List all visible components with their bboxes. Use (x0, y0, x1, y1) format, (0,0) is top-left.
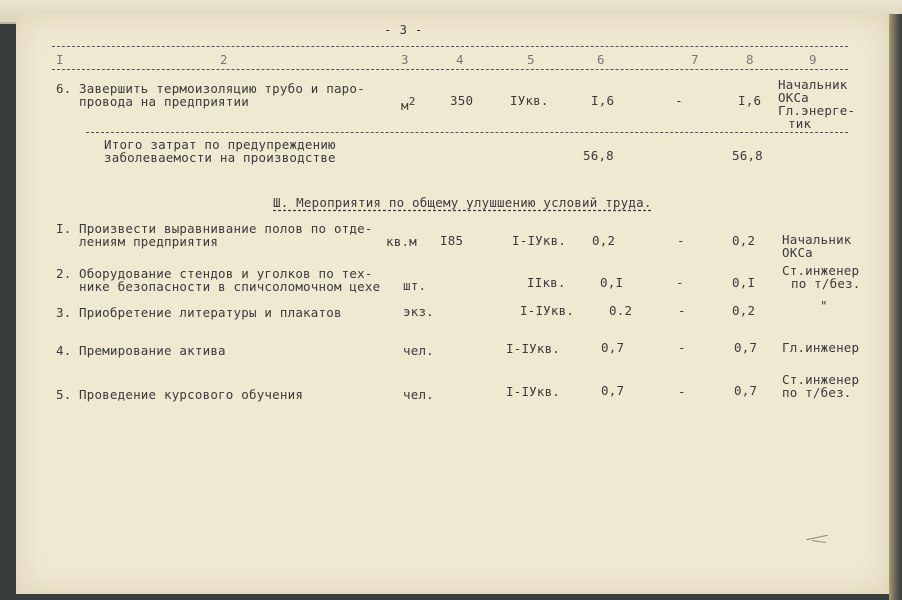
row-responsible-ditto: " (820, 298, 828, 313)
col-num-8: 8 (746, 52, 754, 67)
row-responsible-line1: Ст.инженер (782, 372, 860, 387)
row-description-line1: Премирование актива (79, 343, 226, 358)
header-top-rule (52, 46, 848, 47)
row-total: 0,2 (732, 233, 756, 248)
row-period: I-IУкв. (512, 233, 567, 248)
page-number: - 3 - (384, 22, 423, 37)
row-number: 2. (56, 266, 72, 281)
row-description-line1: Завершить термоизоляцию трубо и паро- (79, 81, 365, 96)
row-responsible-line2: ОКСа (778, 90, 809, 105)
col-num-5: 5 (527, 52, 535, 67)
binding-edge (889, 14, 902, 600)
col-num-9: 9 (809, 52, 817, 67)
row-period: IIкв. (527, 275, 566, 290)
row-period: I-IУкв. (506, 384, 561, 399)
row-cost: 0,7 (601, 383, 625, 398)
row-period: I-IУкв. (520, 303, 575, 318)
row-unit: шт. (403, 278, 427, 293)
row-number: 6. (56, 81, 72, 96)
row-responsible-line2: по т/без. (782, 385, 852, 400)
row-number: 4. (56, 343, 72, 358)
row-cost: 0,2 (592, 233, 616, 248)
row-cost: 0,I (600, 275, 624, 290)
subtotal-label-line1: Итого затрат по предупреждению (104, 137, 336, 152)
row-total: 0,2 (732, 303, 756, 318)
row-unit: экз. (403, 304, 434, 319)
col-num-7: 7 (691, 52, 699, 67)
row-description-line1: Приобретение литературы и плакатов (79, 305, 342, 320)
row-responsible-line4: тик (788, 116, 812, 131)
row-unit: кв.м (386, 234, 417, 249)
row-total: I,6 (738, 93, 762, 108)
row-number: 3. (56, 305, 72, 320)
row-total: 0,7 (734, 340, 758, 355)
col-num-4: 4 (456, 52, 464, 67)
row-responsible-line1: Гл.инженер (782, 340, 860, 355)
row-col7: - (676, 275, 684, 290)
row-description-line2: нике безопасности в спичсоломочном цехе (79, 279, 381, 294)
row-col7: - (678, 340, 686, 355)
row-cost: 0.2 (609, 303, 633, 318)
row-cost: 0,7 (601, 340, 625, 355)
row-unit: $м^2$ (401, 95, 416, 114)
document-page (16, 14, 889, 594)
row-cost: I,6 (591, 93, 615, 108)
row-period: I-IУкв. (506, 341, 561, 356)
header-bottom-rule (52, 69, 848, 70)
subtotal-label-line2: заболеваемости на производстве (104, 150, 336, 165)
subtotal-rule (86, 132, 848, 133)
row-total: 0,7 (734, 383, 758, 398)
row-description-line2: провода на предприятии (79, 94, 249, 109)
row-responsible-line2: ОКСа (782, 245, 813, 260)
row-responsible-line2: по т/без. (791, 276, 861, 291)
row-quantity: 350 (450, 93, 474, 108)
row-description-line1: Оборудование стендов и уголков по тех- (79, 266, 373, 281)
row-col7: - (675, 93, 683, 108)
col-num-3: 3 (401, 52, 409, 67)
col-num-6: 6 (597, 52, 605, 67)
subtotal-cost: 56,8 (583, 148, 614, 163)
row-responsible-line1: Начальник (778, 77, 848, 92)
section-title: Ш. Мероприятия по общему улушшению условий труда. (273, 195, 652, 210)
row-total: 0,I (732, 275, 756, 290)
row-period: IУкв. (510, 93, 549, 108)
col-num-2: 2 (220, 52, 228, 67)
col-num-1: I (56, 52, 64, 67)
row-responsible-line1: Ст.инженер (782, 263, 860, 278)
row-col7: - (678, 303, 686, 318)
row-quantity: I85 (440, 233, 464, 248)
row-description-line2: лениям предприятия (79, 234, 219, 249)
row-number: I. (56, 221, 72, 236)
row-col7: - (678, 384, 686, 399)
pencil-mark (806, 535, 828, 541)
row-number: 5. (56, 387, 72, 402)
row-responsible-line1: Начальник (782, 232, 852, 247)
subtotal-total: 56,8 (732, 148, 763, 163)
row-unit: чел. (403, 343, 434, 358)
row-description-line1: Произвести выравнивание полов по отде- (79, 221, 373, 236)
pencil-mark (812, 540, 826, 543)
row-description-line1: Проведение курсового обучения (79, 387, 304, 402)
row-unit: чел. (403, 387, 434, 402)
row-responsible-line3: Гл.энерге- (778, 103, 856, 118)
row-col7: - (677, 233, 685, 248)
